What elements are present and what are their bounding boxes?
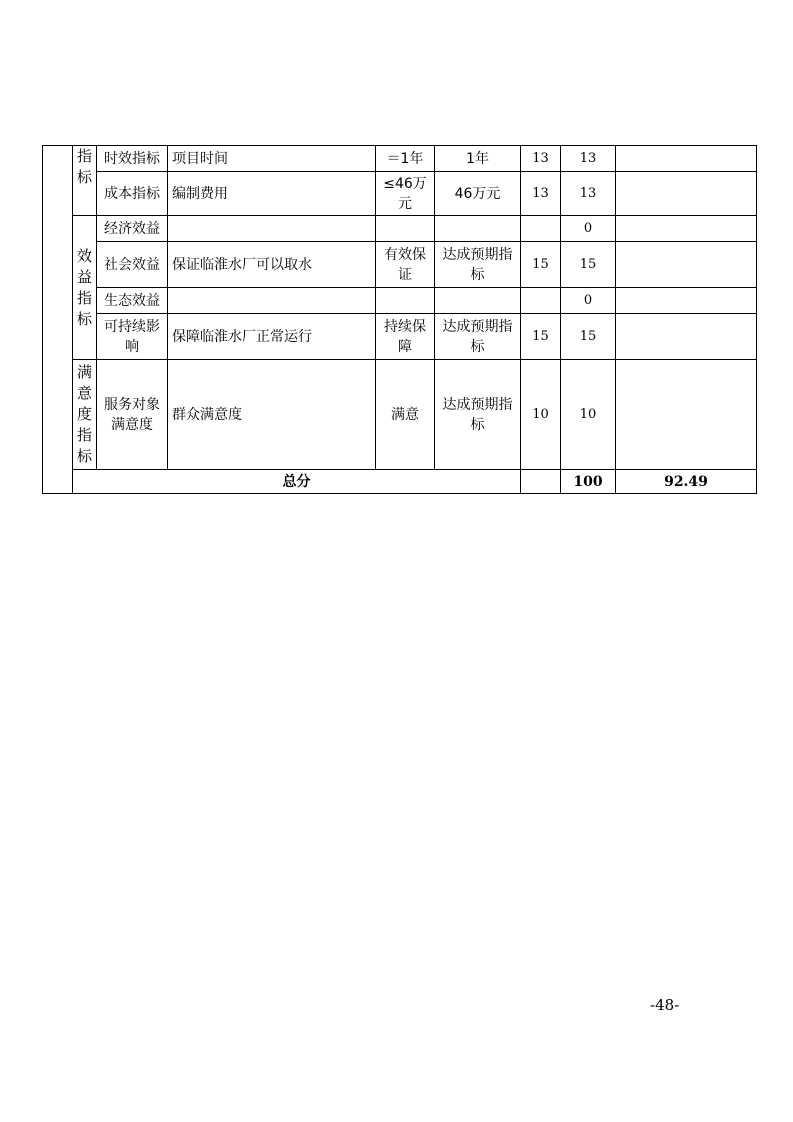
- score-cell: 13: [561, 146, 616, 172]
- weight-cell: 15: [521, 314, 561, 360]
- target-cell: ＝1年: [376, 146, 435, 172]
- target-cell: 满意: [376, 360, 435, 470]
- actual-cell: 46万元: [435, 172, 521, 216]
- performance-table: [42, 145, 757, 494]
- indicator-cell: [168, 288, 376, 314]
- score-cell: 15: [561, 242, 616, 288]
- actual-cell: 达成预期指标: [435, 242, 521, 288]
- benefit-indicator-label: 效益指标: [73, 216, 97, 360]
- table-row: [43, 360, 757, 470]
- output-indicator-label: 指标: [73, 146, 97, 216]
- table-row: [43, 242, 757, 288]
- table-row: [43, 172, 757, 216]
- sub-indicator-cell: 成本指标: [97, 172, 168, 216]
- total-weight: 100: [561, 470, 616, 494]
- note-cell: [616, 172, 757, 216]
- indicator-cell: 群众满意度: [168, 360, 376, 470]
- indicator-cell: 保障临淮水厂正常运行: [168, 314, 376, 360]
- blank-category-cell: [43, 146, 73, 494]
- score-cell: 15: [561, 314, 616, 360]
- note-cell: [616, 288, 757, 314]
- table-row: [43, 216, 757, 242]
- note-cell: [616, 314, 757, 360]
- actual-cell: 1年: [435, 146, 521, 172]
- weight-cell: [521, 216, 561, 242]
- table-row: [43, 314, 757, 360]
- score-cell: 10: [561, 360, 616, 470]
- score-cell: 0: [561, 216, 616, 242]
- target-cell: [376, 216, 435, 242]
- sub-indicator-cell: 经济效益: [97, 216, 168, 242]
- target-cell: ≤46万元: [376, 172, 435, 216]
- total-score: 92.49: [616, 470, 757, 494]
- sub-indicator-cell: 生态效益: [97, 288, 168, 314]
- actual-cell: 达成预期指标: [435, 360, 521, 470]
- actual-cell: [435, 288, 521, 314]
- actual-cell: [435, 216, 521, 242]
- indicator-cell: [168, 216, 376, 242]
- satisfaction-indicator-label: 满意度指标: [73, 360, 97, 470]
- weight-cell: [521, 288, 561, 314]
- sub-indicator-cell: 服务对象满意度: [97, 360, 168, 470]
- score-cell: 13: [561, 172, 616, 216]
- page-number: -48-: [650, 996, 680, 1014]
- sub-indicator-cell: 社会效益: [97, 242, 168, 288]
- note-cell: [616, 216, 757, 242]
- table-row: [43, 146, 757, 172]
- total-label: 总分: [73, 470, 521, 494]
- sub-indicator-cell: 可持续影响: [97, 314, 168, 360]
- indicator-cell: 保证临淮水厂可以取水: [168, 242, 376, 288]
- weight-cell: 15: [521, 242, 561, 288]
- total-actual-cell: [521, 470, 561, 494]
- indicator-cell: 编制费用: [168, 172, 376, 216]
- target-cell: [376, 288, 435, 314]
- target-cell: 持续保障: [376, 314, 435, 360]
- weight-cell: 13: [521, 172, 561, 216]
- note-cell: [616, 360, 757, 470]
- note-cell: [616, 146, 757, 172]
- weight-cell: 13: [521, 146, 561, 172]
- total-row: [43, 470, 757, 494]
- weight-cell: 10: [521, 360, 561, 470]
- indicator-cell: 项目时间: [168, 146, 376, 172]
- target-cell: 有效保证: [376, 242, 435, 288]
- table-row: [43, 288, 757, 314]
- actual-cell: 达成预期指标: [435, 314, 521, 360]
- sub-indicator-cell: 时效指标: [97, 146, 168, 172]
- score-cell: 0: [561, 288, 616, 314]
- note-cell: [616, 242, 757, 288]
